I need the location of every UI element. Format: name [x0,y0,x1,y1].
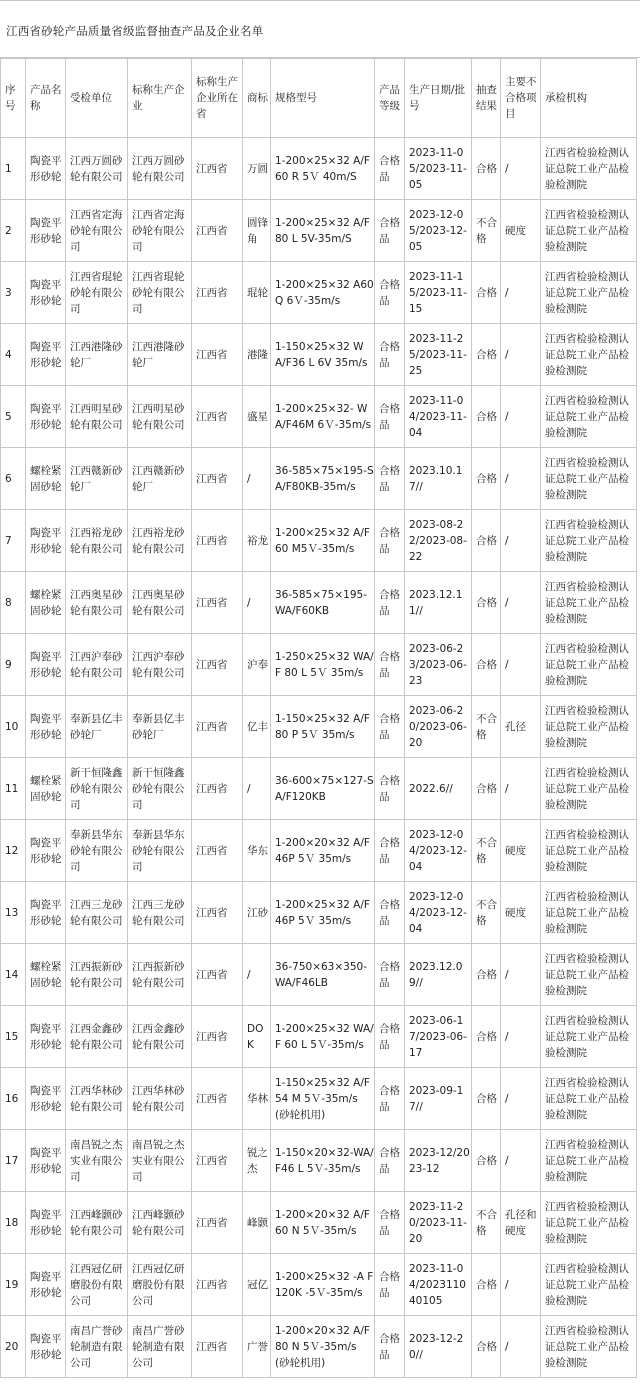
cell-production-date: 2023-09-17// [405,1068,472,1130]
cell-result: 合格 [472,1254,501,1316]
cell-index: 16 [1,1068,26,1130]
cell-brand: 万圆 [243,138,271,200]
cell-failed-items: / [501,572,541,634]
cell-grade: 合格品 [375,758,405,820]
cell-manufacturer: 江西赣新砂轮厂 [128,448,192,510]
cell-result: 合格 [472,386,501,448]
cell-production-date: 2023-06-20/2023-06-20 [405,696,472,758]
cell-product-name: 陶瓷平形砂轮 [26,882,66,944]
cell-index: 11 [1,758,26,820]
cell-brand: 港隆 [243,324,271,386]
cell-grade: 合格品 [375,324,405,386]
cell-failed-items: / [501,510,541,572]
cell-production-date: 2023.12.11// [405,572,472,634]
cell-grade: 合格品 [375,1316,405,1378]
cell-index: 18 [1,1192,26,1254]
cell-inspection-agency: 江西省检验检测认证总院工业产品检验检测院 [541,696,637,758]
cell-specification: 36-600×75×127-SA/F120KB [271,758,375,820]
cell-failed-items: / [501,944,541,1006]
cell-product-name: 陶瓷平形砂轮 [26,1068,66,1130]
cell-manufacturer: 江西裕龙砂轮有限公司 [128,510,192,572]
cell-failed-items: 孔径 [501,696,541,758]
cell-specification: 36-585×75×195-WA/F60KB [271,572,375,634]
cell-inspection-agency: 江西省检验检测认证总院工业产品检验检测院 [541,758,637,820]
document-title: 江西省砂轮产品质量省级监督抽查产品及企业名单 [6,24,264,38]
cell-brand: / [243,572,271,634]
header-manufacturer: 标称生产企业 [128,59,192,138]
cell-index: 13 [1,882,26,944]
cell-inspected-unit: 南昌锐之杰实业有限公司 [66,1130,128,1192]
cell-failed-items: / [501,138,541,200]
cell-manufacturer: 奉新县亿丰砂轮厂 [128,696,192,758]
cell-production-date: 2023-08-22/2023-08-22 [405,510,472,572]
cell-specification: 36-750×63×350-WA/F46LB [271,944,375,1006]
cell-failed-items: / [501,1068,541,1130]
cell-inspected-unit: 奉新县华东砂轮有限公司 [66,820,128,882]
cell-manufacturer: 江西振新砂轮有限公司 [128,944,192,1006]
cell-index: 4 [1,324,26,386]
cell-index: 9 [1,634,26,696]
cell-production-date: 2023-12-04/2023-12-04 [405,882,472,944]
cell-province: 江西省 [192,510,243,572]
cell-manufacturer: 江西冠亿研磨股份有限公司 [128,1254,192,1316]
cell-production-date: 2023-12-05/2023-12-05 [405,200,472,262]
cell-failed-items: 孔径和硬度 [501,1192,541,1254]
cell-product-name: 螺栓紧固砂轮 [26,758,66,820]
cell-inspection-agency: 江西省检验检测认证总院工业产品检验检测院 [541,200,637,262]
cell-product-name: 陶瓷平形砂轮 [26,510,66,572]
cell-product-name: 陶瓷平形砂轮 [26,1130,66,1192]
cell-failed-items: / [501,1130,541,1192]
cell-brand: 华东 [243,820,271,882]
table-row [1,1254,637,1316]
cell-province: 江西省 [192,200,243,262]
cell-index: 5 [1,386,26,448]
cell-inspection-agency: 江西省检验检测认证总院工业产品检验检测院 [541,510,637,572]
cell-failed-items: 硬度 [501,882,541,944]
cell-grade: 合格品 [375,1006,405,1068]
table-row [1,200,637,262]
cell-specification: 36-585×75×195-SA/F80KB-35m/s [271,448,375,510]
cell-result: 合格 [472,510,501,572]
cell-inspected-unit: 江西明星砂轮有限公司 [66,386,128,448]
cell-index: 15 [1,1006,26,1068]
cell-specification: 1-200×25×32 A/F60 M5Ｖ-35m/s [271,510,375,572]
cell-province: 江西省 [192,324,243,386]
cell-inspected-unit: 江西奥星砂轮有限公司 [66,572,128,634]
cell-province: 江西省 [192,572,243,634]
cell-manufacturer: 南昌锐之杰实业有限公司 [128,1130,192,1192]
cell-failed-items: / [501,758,541,820]
table-row [1,324,637,386]
cell-production-date: 2023-11-20/2023-11-20 [405,1192,472,1254]
cell-inspection-agency: 江西省检验检测认证总院工业产品检验检测院 [541,634,637,696]
cell-inspection-agency: 江西省检验检测认证总院工业产品检验检测院 [541,262,637,324]
cell-manufacturer: 新干恒隆鑫砂轮有限公司 [128,758,192,820]
cell-grade: 合格品 [375,262,405,324]
cell-brand: 冠亿 [243,1254,271,1316]
cell-specification: 1-200×25×32 A/F46P 5Ｖ 35m/s [271,882,375,944]
cell-index: 2 [1,200,26,262]
cell-province: 江西省 [192,820,243,882]
cell-inspection-agency: 江西省检验检测认证总院工业产品检验检测院 [541,1130,637,1192]
cell-result: 不合格 [472,1192,501,1254]
cell-grade: 合格品 [375,1068,405,1130]
cell-product-name: 陶瓷平形砂轮 [26,1006,66,1068]
inspection-table [0,58,637,1378]
cell-province: 江西省 [192,1316,243,1378]
cell-inspected-unit: 江西金鑫砂轮有限公司 [66,1006,128,1068]
cell-brand: 江砂 [243,882,271,944]
cell-result: 不合格 [472,200,501,262]
cell-province: 江西省 [192,944,243,1006]
cell-inspected-unit: 江西裕龙砂轮有限公司 [66,510,128,572]
cell-inspection-agency: 江西省检验检测认证总院工业产品检验检测院 [541,572,637,634]
cell-brand: 广誉 [243,1316,271,1378]
cell-province: 江西省 [192,1192,243,1254]
cell-manufacturer: 江西明星砂轮有限公司 [128,386,192,448]
cell-inspection-agency: 江西省检验检测认证总院工业产品检验检测院 [541,1192,637,1254]
cell-brand: 峰颢 [243,1192,271,1254]
cell-specification: 1-150×20×32-WA/F46 L 5Ｖ-35m/s [271,1130,375,1192]
cell-product-name: 陶瓷平形砂轮 [26,696,66,758]
cell-brand: 盛星 [243,386,271,448]
cell-product-name: 螺栓紧固砂轮 [26,448,66,510]
cell-specification: 1-200×20×32 A/F46P 5Ｖ 35m/s [271,820,375,882]
table-row [1,1130,637,1192]
cell-result: 合格 [472,1068,501,1130]
cell-inspected-unit: 江西华林砂轮有限公司 [66,1068,128,1130]
cell-result: 合格 [472,138,501,200]
table-body [1,138,637,1378]
cell-province: 江西省 [192,1068,243,1130]
cell-production-date: 2023-11-15/2023-11-15 [405,262,472,324]
cell-inspected-unit: 江西振新砂轮有限公司 [66,944,128,1006]
cell-inspected-unit: 江西冠亿研磨股份有限公司 [66,1254,128,1316]
cell-product-name: 陶瓷平形砂轮 [26,820,66,882]
cell-product-name: 陶瓷平形砂轮 [26,1192,66,1254]
table-row [1,386,637,448]
cell-specification: 1-200×25×32 A/F80 L 5V-35m/S [271,200,375,262]
cell-province: 江西省 [192,138,243,200]
cell-grade: 合格品 [375,386,405,448]
cell-inspected-unit: 江西三龙砂轮有限公司 [66,882,128,944]
table-row [1,572,637,634]
cell-product-name: 陶瓷平形砂轮 [26,386,66,448]
table-row [1,1316,637,1378]
cell-inspected-unit: 江西赣新砂轮厂 [66,448,128,510]
cell-grade: 合格品 [375,510,405,572]
cell-failed-items: / [501,386,541,448]
cell-product-name: 陶瓷平形砂轮 [26,634,66,696]
cell-production-date: 2023.10.17// [405,448,472,510]
cell-result: 合格 [472,262,501,324]
cell-inspected-unit: 江西省定海砂轮有限公司 [66,200,128,262]
cell-inspection-agency: 江西省检验检测认证总院工业产品检验检测院 [541,1316,637,1378]
header-index: 序号 [1,59,26,138]
cell-production-date: 2023-12/2023-12 [405,1130,472,1192]
cell-specification: 1-200×25×32 A60 Q 6Ｖ-35m/s [271,262,375,324]
cell-production-date: 2023-06-23/2023-06-23 [405,634,472,696]
cell-index: 19 [1,1254,26,1316]
cell-failed-items: 硬度 [501,200,541,262]
cell-specification: 1-200×25×32 A/F60 R 5Ｖ 40m/S [271,138,375,200]
cell-inspected-unit: 江西峰颢砂轮有限公司 [66,1192,128,1254]
cell-result: 合格 [472,1130,501,1192]
cell-failed-items: / [501,448,541,510]
cell-inspection-agency: 江西省检验检测认证总院工业产品检验检测院 [541,448,637,510]
cell-province: 江西省 [192,1254,243,1316]
header-production-date: 生产日期/批号 [405,59,472,138]
cell-manufacturer: 江西奥星砂轮有限公司 [128,572,192,634]
cell-result: 合格 [472,448,501,510]
cell-manufacturer: 江西省琨轮砂轮有限公司 [128,262,192,324]
cell-specification: 1-200×20×32 A/F80 N 5Ｖ-35m/s (砂轮机用) [271,1316,375,1378]
cell-inspected-unit: 南昌广誉砂轮制造有限公司 [66,1316,128,1378]
cell-inspection-agency: 江西省检验检测认证总院工业产品检验检测院 [541,324,637,386]
cell-inspection-agency: 江西省检验检测认证总院工业产品检验检测院 [541,944,637,1006]
cell-production-date: 2023-06-17/2023-06-17 [405,1006,472,1068]
cell-inspected-unit: 江西沪奉砂轮有限公司 [66,634,128,696]
cell-manufacturer: 江西三龙砂轮有限公司 [128,882,192,944]
cell-inspection-agency: 江西省检验检测认证总院工业产品检验检测院 [541,820,637,882]
cell-result: 合格 [472,1006,501,1068]
cell-inspection-agency: 江西省检验检测认证总院工业产品检验检测院 [541,138,637,200]
cell-specification: 1-150×25×32 W A/F36 L 6V 35m/s [271,324,375,386]
cell-product-name: 陶瓷平形砂轮 [26,262,66,324]
cell-result: 不合格 [472,820,501,882]
cell-index: 20 [1,1316,26,1378]
table-row [1,448,637,510]
cell-failed-items: / [501,1254,541,1316]
cell-index: 10 [1,696,26,758]
cell-inspection-agency: 江西省检验检测认证总院工业产品检验检测院 [541,1006,637,1068]
cell-result: 不合格 [472,882,501,944]
cell-province: 江西省 [192,882,243,944]
table-row [1,820,637,882]
cell-brand: DOK [243,1006,271,1068]
cell-brand: / [243,758,271,820]
cell-production-date: 2023.12.09// [405,944,472,1006]
table-row [1,138,637,200]
cell-brand: / [243,448,271,510]
cell-manufacturer: 江西省定海砂轮有限公司 [128,200,192,262]
cell-inspected-unit: 奉新县亿丰砂轮厂 [66,696,128,758]
table-row [1,944,637,1006]
cell-production-date: 2023-12-04/2023-12-04 [405,820,472,882]
cell-failed-items: / [501,634,541,696]
cell-grade: 合格品 [375,634,405,696]
cell-index: 8 [1,572,26,634]
cell-inspected-unit: 新干恒隆鑫砂轮有限公司 [66,758,128,820]
cell-inspected-unit: 江西港隆砂轮厂 [66,324,128,386]
cell-grade: 合格品 [375,882,405,944]
cell-manufacturer: 南昌广誉砂轮制造有限公司 [128,1316,192,1378]
cell-index: 7 [1,510,26,572]
cell-result: 合格 [472,572,501,634]
cell-specification: 1-200×25×32- WA/F46M 6Ｖ-35m/s [271,386,375,448]
cell-production-date: 2023-12-20// [405,1316,472,1378]
cell-brand: 圆锋角 [243,200,271,262]
header-province: 标称生产企业所在省 [192,59,243,138]
cell-product-name: 螺栓紧固砂轮 [26,944,66,1006]
table-row [1,1068,637,1130]
cell-failed-items: / [501,262,541,324]
cell-inspected-unit: 江西省琨轮砂轮有限公司 [66,262,128,324]
cell-production-date: 2023-11-04/2023110 40105 [405,1254,472,1316]
cell-grade: 合格品 [375,944,405,1006]
cell-failed-items: / [501,1006,541,1068]
cell-specification: 1-200×25×32 -A F120K -5Ｖ-35m/s [271,1254,375,1316]
cell-product-name: 陶瓷平形砂轮 [26,1316,66,1378]
cell-production-date: 2022.6// [405,758,472,820]
cell-brand: 裕龙 [243,510,271,572]
header-specification: 规格型号 [271,59,375,138]
cell-grade: 合格品 [375,696,405,758]
cell-product-name: 陶瓷平形砂轮 [26,138,66,200]
cell-specification: 1-150×25×32 A/F54 M 5Ｖ-35m/s (砂轮机用) [271,1068,375,1130]
cell-failed-items: 硬度 [501,820,541,882]
cell-inspection-agency: 江西省检验检测认证总院工业产品检验检测院 [541,386,637,448]
cell-grade: 合格品 [375,1254,405,1316]
cell-grade: 合格品 [375,138,405,200]
header-product-name: 产品名称 [26,59,66,138]
cell-province: 江西省 [192,1130,243,1192]
header-inspection-agency: 承检机构 [541,59,637,138]
cell-production-date: 2023-11-05/2023-11-05 [405,138,472,200]
cell-index: 12 [1,820,26,882]
cell-brand: / [243,944,271,1006]
cell-province: 江西省 [192,758,243,820]
cell-grade: 合格品 [375,200,405,262]
table-row [1,634,637,696]
cell-product-name: 螺栓紧固砂轮 [26,572,66,634]
header-brand: 商标 [243,59,271,138]
cell-manufacturer: 江西万圆砂轮有限公司 [128,138,192,200]
cell-index: 17 [1,1130,26,1192]
cell-brand: 华林 [243,1068,271,1130]
header-inspected-unit: 受检单位 [66,59,128,138]
table-row [1,510,637,572]
cell-index: 1 [1,138,26,200]
cell-province: 江西省 [192,696,243,758]
cell-specification: 1-250×25×32 WA/F 80 L 5Ｖ 35m/s [271,634,375,696]
cell-manufacturer: 江西沪奉砂轮有限公司 [128,634,192,696]
cell-grade: 合格品 [375,1130,405,1192]
cell-inspection-agency: 江西省检验检测认证总院工业产品检验检测院 [541,1254,637,1316]
table-row [1,758,637,820]
header-result: 抽查结果 [472,59,501,138]
cell-province: 江西省 [192,634,243,696]
cell-specification: 1-200×25×32 WA/F 60 L 5Ｖ-35m/s [271,1006,375,1068]
cell-product-name: 陶瓷平形砂轮 [26,324,66,386]
cell-result: 合格 [472,758,501,820]
cell-manufacturer: 江西港隆砂轮厂 [128,324,192,386]
cell-result: 合格 [472,324,501,386]
table-row [1,1192,637,1254]
cell-product-name: 陶瓷平形砂轮 [26,200,66,262]
cell-product-name: 陶瓷平形砂轮 [26,1254,66,1316]
cell-inspection-agency: 江西省检验检测认证总院工业产品检验检测院 [541,1068,637,1130]
cell-result: 不合格 [472,696,501,758]
cell-province: 江西省 [192,1006,243,1068]
table-header-row [1,59,637,138]
cell-brand: 亿丰 [243,696,271,758]
cell-inspected-unit: 江西万圆砂轮有限公司 [66,138,128,200]
cell-failed-items: / [501,1316,541,1378]
cell-failed-items: / [501,324,541,386]
cell-grade: 合格品 [375,572,405,634]
cell-production-date: 2023-11-25/2023-11-25 [405,324,472,386]
table-row [1,262,637,324]
cell-manufacturer: 江西华林砂轮有限公司 [128,1068,192,1130]
cell-inspection-agency: 江西省检验检测认证总院工业产品检验检测院 [541,882,637,944]
cell-brand: 锐之杰 [243,1130,271,1192]
cell-specification: 1-200×20×32 A/F60 N 5Ｖ-35m/s [271,1192,375,1254]
table-row [1,696,637,758]
cell-index: 3 [1,262,26,324]
table-row [1,1006,637,1068]
cell-result: 合格 [472,634,501,696]
cell-manufacturer: 江西峰颢砂轮有限公司 [128,1192,192,1254]
cell-result: 合格 [472,944,501,1006]
cell-brand: 琨轮 [243,262,271,324]
cell-manufacturer: 江西金鑫砂轮有限公司 [128,1006,192,1068]
cell-manufacturer: 奉新县华东砂轮有限公司 [128,820,192,882]
cell-brand: 沪奉 [243,634,271,696]
cell-grade: 合格品 [375,1192,405,1254]
cell-index: 6 [1,448,26,510]
cell-grade: 合格品 [375,820,405,882]
cell-grade: 合格品 [375,448,405,510]
cell-specification: 1-150×25×32 A/F80 P 5Ｖ 35m/s [271,696,375,758]
cell-production-date: 2023-11-04/2023-11-04 [405,386,472,448]
cell-province: 江西省 [192,448,243,510]
cell-province: 江西省 [192,386,243,448]
cell-province: 江西省 [192,262,243,324]
cell-index: 14 [1,944,26,1006]
header-grade: 产品等级 [375,59,405,138]
document-title-bar [0,0,640,58]
table-row [1,882,637,944]
header-failed-items: 主要不合格项目 [501,59,541,138]
cell-result: 合格 [472,1316,501,1378]
